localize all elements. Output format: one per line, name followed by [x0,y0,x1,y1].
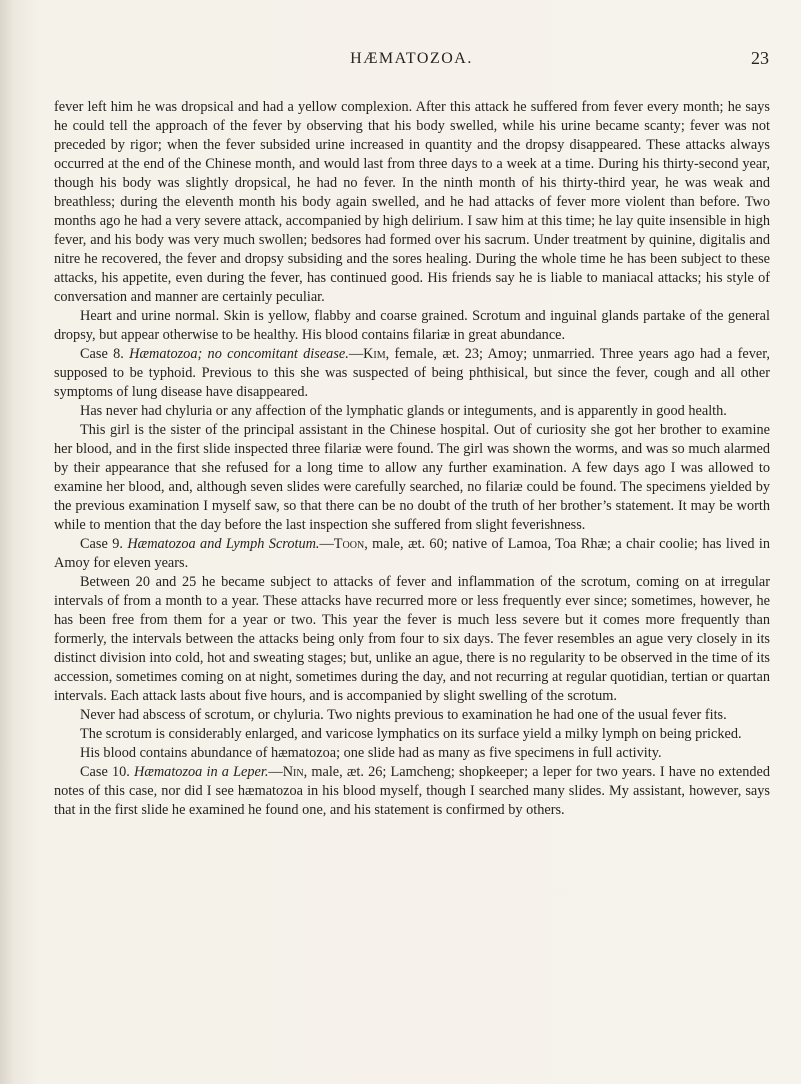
patient-name: Nin [282,764,304,780]
paragraph: Heart and urine normal. Skin is yellow, flabby and coarse grained. Scrotum and inguinal glands partake of the general dropsy, but appear otherwise to be healthy. His blood contains filariæ in great abundance. [54,308,770,343]
page-number: 23 [751,48,769,68]
case-8-paragraph [54,345,770,402]
paragraph: The scrotum is considerably enlarged, and varicose lymphatics on its surface yield a milky lymph on being pricked. [80,726,742,742]
paragraph: Never had abscess of scrotum, or chyluria. Two nights previous to examination he had one of the usual fever fits. [80,707,727,723]
case-dash: — [319,536,334,552]
case-details: , male, æt. 60; native of Lamoa, Toa Rhæ; a chair coolie; has lived in Amoy for eleven years. [54,536,771,571]
paragraph: This girl is the sister of the principal assistant in the Chinese hospital. Out of curiosity she got her brother to examine her blood, and in the first slide inspected three filariæ were found. The girl was shown the worms, and was so much alarmed by their appearance that she refused for a long time to allow any further examination. A few days ago I was allowed to examine her blood, and, although seven slides were carefully searched, no filariæ could be found. The specimens yielded by the previous examination I myself saw, so that there can be no doubt of the truth of her brother’s statement. It may be worth while to mention that the day before the last inspection she suffered from slight feverishness. [54,422,770,533]
paragraph: Between 20 and 25 he became subject to attacks of fever and inflammation of the scrotum, coming on at irregular intervals of from a month to a year. These attacks have recurred more or less frequently ever since; sometimes, however, he has been free from them for a year or two. This year the fever is much less severe but it comes more frequently than formerly, the intervals between the attacks being only from four to six days. The fever resembles an ague very closely in its distinct division into cold, hot and sweating stages; but, unlike an ague, there is no regularity to be observed in the time of its accession, sometimes coming on at night, sometimes during the day, and not recurring at regular quotidian, tertian or quartan intervals. Each attack lasts about five hours, and is accompanied by slight swelling of the scrotum. [54,574,770,704]
body-text [54,98,770,820]
case-9-paragraph [54,535,770,573]
case-label: Case 10. [80,764,134,780]
patient-name: Kim [363,346,386,362]
patient-name: Toon [333,536,365,552]
case-label: Case 9. [80,536,128,552]
case-details: , male, æt. 26; Lamcheng; shopkeeper; a leper for two years. I have no extended notes of this case, nor did I see hæmatozoa in his blood myself, though I searched many slides. My assistant, however, says that in the first slide he examined he found one, and his statement is confirmed by others. [54,764,770,818]
case-title: Hæmatozoa; no concomitant disease. [129,346,349,362]
case-title: Hæmatozoa and Lymph Scrotum. [127,536,320,552]
case-dash: — [348,346,364,362]
paragraph: fever left him he was dropsical and had a yellow complexion. After this attack he suffered from fever every month; he says he could tell the approach of the fever by observing that his body swelled, while his urine became scanty; fever was not preceded by rigor; when the fever subsided urine increased in quantity and the dropsy disappeared. These attacks always occurred at the end of the Chinese month, and would last from three days to a week at a time. During his thirty-second year, though his body was slightly dropsical, he had no fever. In the ninth month of his thirty-third year, he was weak and breathless; during the eleventh month his body again swelled, and he had attacks of fever more violent than before. Two months ago he had a very severe attack, accompanied by high delirium. I saw him at this time; he lay quite insensible in high fever, and his body was very much swollen; bedsores had formed over his sacrum. Under treatment by quinine, digitalis and nitre he recovered, the fever and dropsy subsiding and the sores healing. During the whole time he has been subject to these attacks, his appetite, even during the fever, has continued good. His friends say he is liable to maniacal attacks; his style of conversation and manner are certainly peculiar. [54,99,770,305]
paragraph: Has never had chyluria or any affection of the lymphatic glands or integuments, and is apparently in good health. [80,403,727,419]
case-details: , female, æt. 23; Amoy; unmarried. Three years ago had a fever, supposed to be typhoid. Previous to this she was suspected of being phthisical, but since the fever, cough and all other symptoms of lung disease have disappeared. [54,346,770,400]
page-header [54,46,769,76]
case-title: Hæmatozoa in a Leper. [134,764,269,780]
case-label: Case 8. [80,346,130,362]
paragraph: His blood contains abundance of hæmatozoa; one slide had as many as five specimens in full activity. [80,745,662,761]
case-dash: — [268,764,283,780]
running-title: HÆMATOZOA. [350,50,473,67]
case-10-paragraph [54,763,770,820]
